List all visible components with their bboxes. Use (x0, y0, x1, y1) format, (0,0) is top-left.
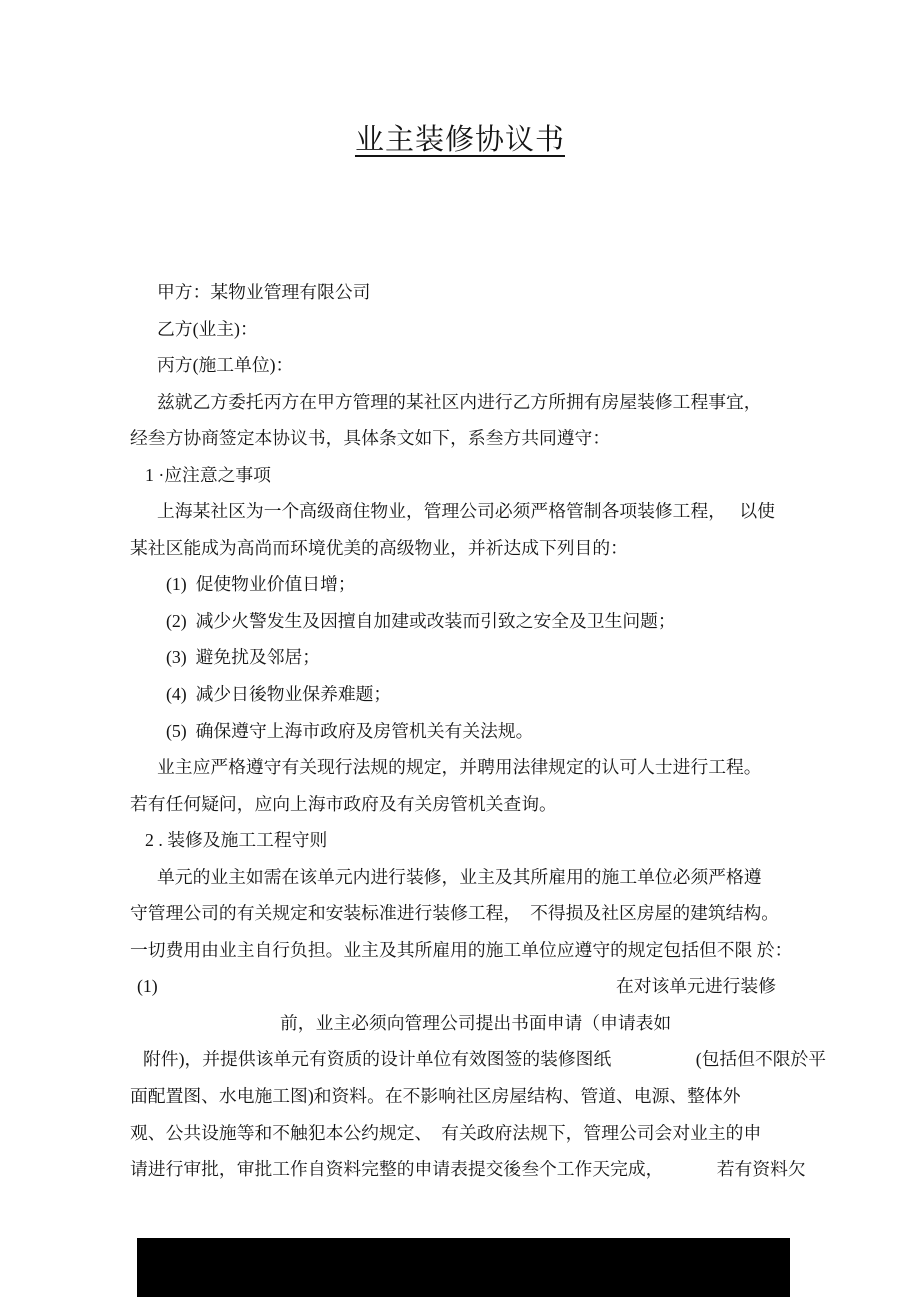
text-line-right: 在对该单元进行装修 (615, 976, 776, 997)
text-line: 单元的业主如需在该单元内进行装修，业主及其所雇用的施工单位必须严格遵 (157, 866, 762, 887)
text-line: 请进行审批，审批工作自资料完整的申请表提交後叁个工作天完成， 若有资料欠 (130, 1159, 806, 1180)
text-line: 一切费用由业主自行负担。业主及其所雇用的施工单位应遵守的规定包括但不限 於： (130, 939, 793, 960)
text-line: 上海某社区为一个高级商住物业，管理公司必须严格管制各项装修工程， 以使 (157, 501, 775, 522)
text-line (130, 968, 782, 1005)
redaction-bar (137, 1238, 790, 1297)
text-line: 附件)，并提供该单元有资质的设计单位有效图签的装修图纸 (包括但不限於平 (143, 1049, 827, 1070)
text-line: (4) 减少日後物业保养难题； (166, 684, 392, 705)
text-line: (2) 减少火警发生及因擅自加建或改装而引致之安全及卫生问题； (166, 610, 676, 631)
text-line: 若有任何疑问，应向上海市政府及有关房管机关查询。 (130, 793, 557, 814)
text-line-left: (1) (137, 976, 158, 997)
document-title (0, 117, 920, 158)
text-line: 甲方：某物业管理有限公司 (157, 282, 371, 302)
text-line: 观、公共设施等和不触犯本公约规定、 有关政府法规下，管理公司会对业主的申 (130, 1122, 762, 1143)
text-line: 某社区能成为高尚而环境优美的高级物业，并祈达成下列目的： (130, 537, 628, 558)
text-line: 守管理公司的有关规定和安装标准进行装修工程， 不得损及社区房屋的建筑结构。 (130, 903, 780, 924)
text-line: 兹就乙方委托丙方在甲方管理的某社区内进行乙方所拥有房屋装修工程事宜， (157, 391, 762, 412)
text-line: 1 ·应注意之事项 (145, 464, 271, 485)
text-line: 前，业主必须向管理公司提出书面申请（申请表如 (280, 1012, 672, 1033)
text-line: 丙方(施工单位)： (157, 355, 294, 376)
text-line: (5) 确保遵守上海市政府及房管机关有关法规。 (166, 720, 534, 741)
text-line: 面配置图、水电施工图)和资料。在不影响社区房屋结构、管道、电源、整体外 (130, 1086, 741, 1107)
text-line: (3) 避免扰及邻居； (166, 647, 321, 668)
text-line: 经叁方协商签定本协议书，具体条文如下，系叁方共同遵守： (130, 428, 611, 449)
text-line: 乙方(业主)： (157, 318, 258, 339)
text-line: 2 . 装修及施工工程守则 (145, 830, 328, 851)
document-body (130, 274, 827, 1188)
document-title-text: 业主装修协议书 (354, 124, 565, 156)
text-line: 业主应严格遵守有关现行法规的规定，并聘用法律规定的认可人士进行工程。 (157, 757, 762, 778)
text-line: (1) 促使物业价值日增； (166, 574, 356, 595)
